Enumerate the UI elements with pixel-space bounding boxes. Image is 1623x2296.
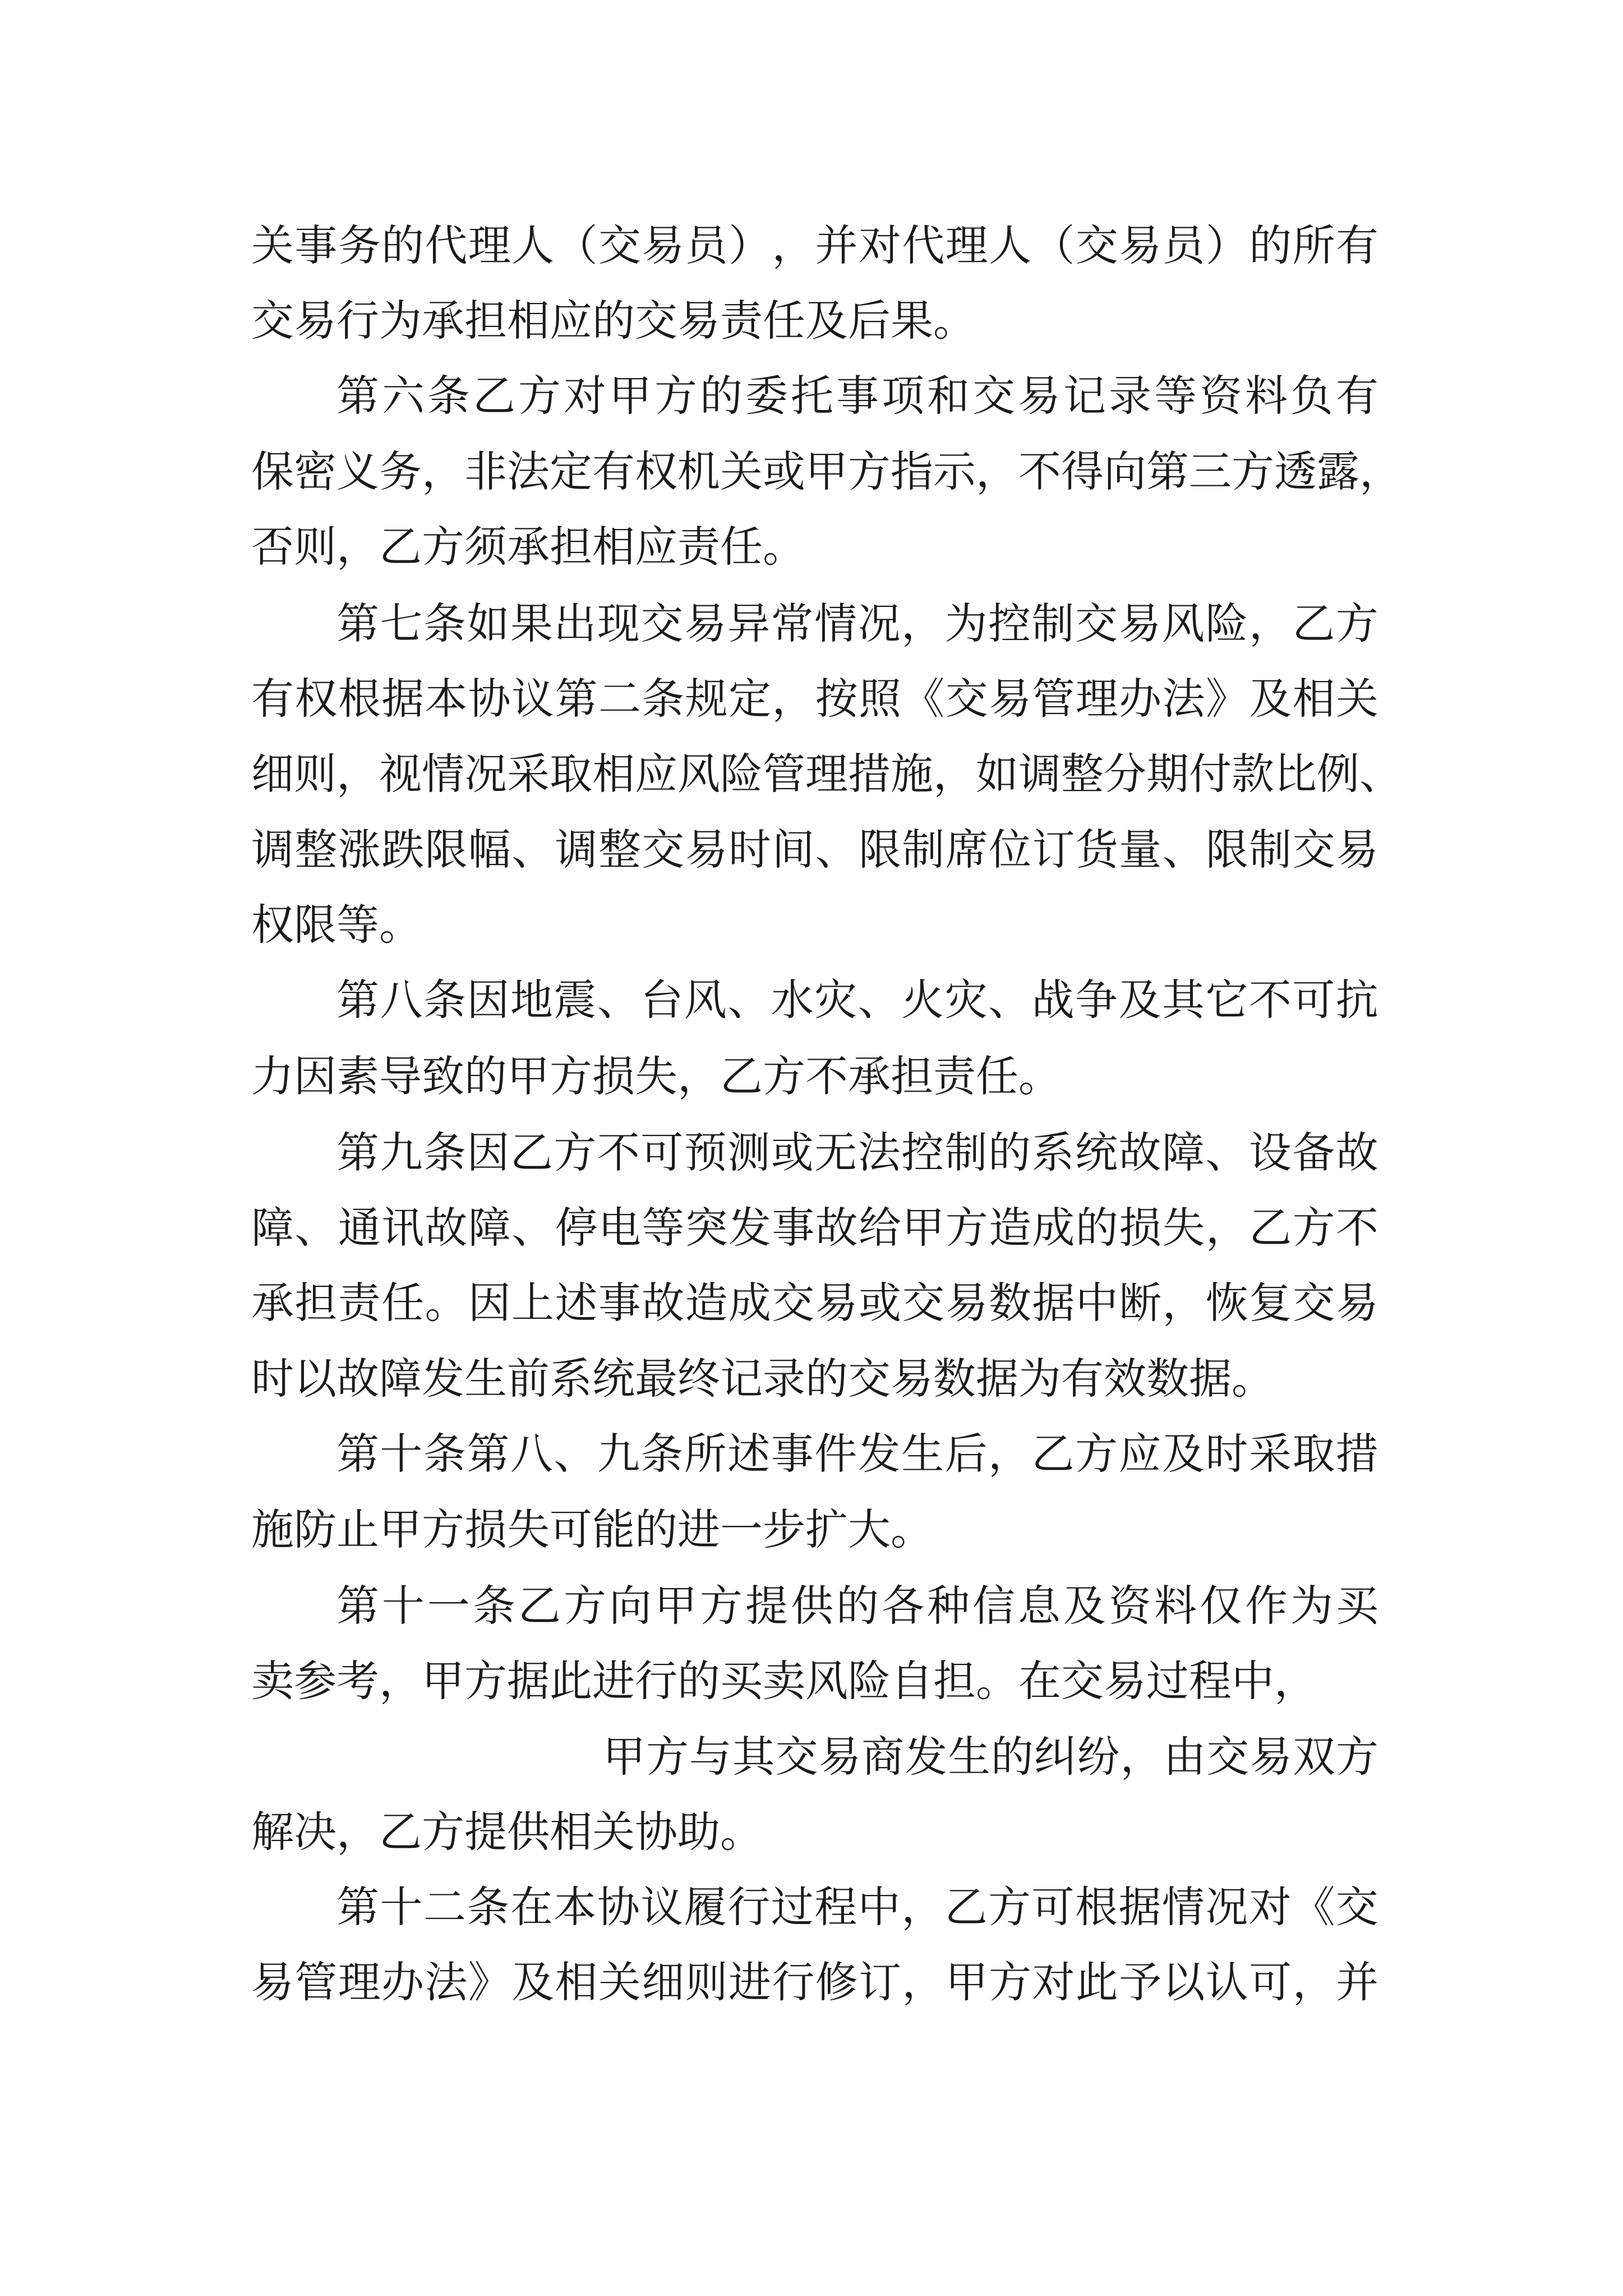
text-line: 障 、 通 讯 故 障 、 停 电 等 突 发 事 故 给 甲 方 造 成 的 损 失 ， 乙 方 不 (251, 1203, 1378, 1253)
text-line: 关 事 务 的 代 理 人 （ 交 易 员 ） ， 并 对 代 理 人 （ 交 易 员 ） 的 所 有 (251, 220, 1378, 270)
paragraph-article-12: 第 十 二 条 在 本 协 议 履 行 过 程 中 ， 乙 方 可 根 据 情 况 对 《 交 (336, 1882, 1378, 1932)
text-line: 卖参考，甲方据此进行的买卖风险自担。在交易过程中， (251, 1656, 1317, 1706)
paragraph-article-7: 第 七 条 如 果 出 现 交 易 异 常 情 况 ， 为 控 制 交 易 风 险 ， 乙 方 (336, 599, 1378, 648)
paragraph-article-9: 第 九 条 因 乙 方 不 可 预 测 或 无 法 控 制 的 系 统 故 障 、 设 备 故 (336, 1128, 1378, 1177)
paragraph-article-10: 第 十 条 第 八 、 九 条 所 述 事 件 发 生 后 ， 乙 方 应 及 时 采 取 措 (336, 1429, 1378, 1479)
text-line: 力因素导致的甲方损失，乙方不承担责任。 (251, 1051, 1061, 1101)
text-line: 保 密 义 务 ， 非 法 定 有 权 机 关 或 甲 方 指 示 ， 不 得 向 第 三 方 透 露 ， (251, 447, 1402, 496)
text-line: 时以故障发生前系统最终记录的交易数据为有效数据。 (251, 1354, 1274, 1404)
text-line: 有 权 根 据 本 协 议 第 二 条 规 定 ， 按 照 《 交 易 管 理 办 法 》 及 相 关 (251, 674, 1378, 724)
paragraph-article-11: 第 十 一 条 乙 方 向 甲 方 提 供 的 各 种 信 息 及 资 料 仅 作 为 买 (336, 1581, 1378, 1631)
text-line: 细 则 ， 视 情 况 采 取 相 应 风 险 管 理 措 施 ， 如 调 整 分 期 付 款 比 例 、 (251, 749, 1402, 799)
text-line: 施防止甲方损失可能的进一步扩大。 (251, 1504, 933, 1554)
paragraph-article-8: 第 八 条 因 地 震 、 台 风 、 水 灾 、 火 灾 、 战 争 及 其 它 不 可 抗 (336, 975, 1378, 1025)
text-line: 易 管 理 办 法 》 及 相 关 细 则 进 行 修 订 ， 甲 方 对 此 予 以 认 可 ， 并 (251, 1957, 1378, 2007)
text-line: 解决，乙方提供相关协助。 (251, 1807, 763, 1857)
text-line: 权限等。 (251, 900, 422, 950)
paragraph-article-6: 第 六 条 乙 方 对 甲 方 的 委 托 事 项 和 交 易 记 录 等 资 料 负 有 (336, 371, 1378, 421)
text-line: 调 整 涨 跌 限 幅 、 调 整 交 易 时 间 、 限 制 席 位 订 货 量 、 限 制 交 易 (251, 825, 1378, 875)
text-line: 交易行为承担相应的交易责任及后果。 (251, 296, 976, 346)
text-line: 承 担 责 任 。 因 上 述 事 故 造 成 交 易 或 交 易 数 据 中 断 ， 恢 复 交 易 (251, 1278, 1378, 1328)
text-line: 甲 方 与 其 交 易 商 发 生 的 纠 纷 ， 由 交 易 双 方 (603, 1732, 1378, 1782)
text-line: 否则，乙方须承担相应责任。 (251, 522, 805, 572)
